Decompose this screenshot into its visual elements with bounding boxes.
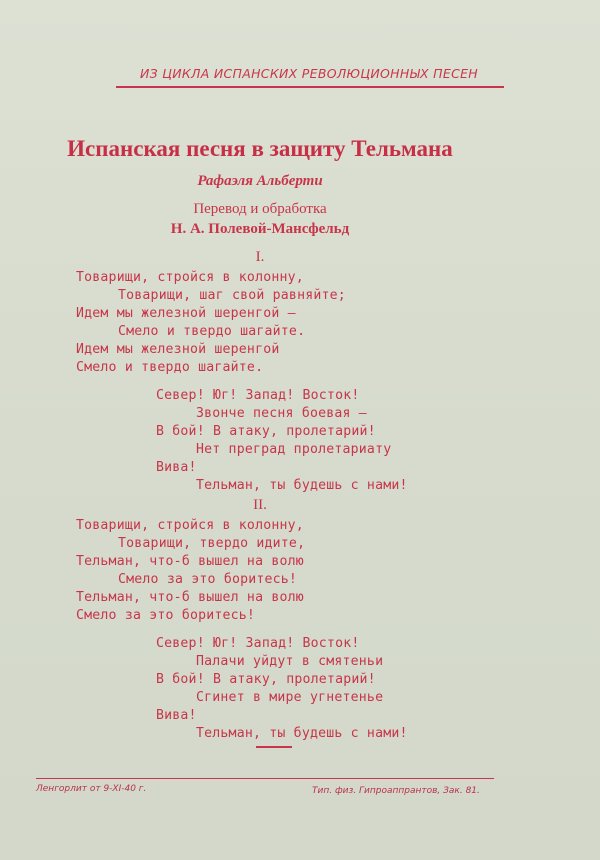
chorus-2-line: В бой! В атаку, пролетарий! (156, 672, 376, 687)
chorus-2-line: Тельман, ты будешь с нами! (196, 726, 408, 741)
footer-divider (36, 778, 494, 779)
translation-note: Перевод и обработка (193, 201, 327, 217)
verse-1-line: Товарищи, стройся в колонну, (76, 270, 304, 285)
series-header: ИЗ ЦИКЛА ИСПАНСКИХ РЕВОЛЮЦИОННЫХ ПЕСЕН (139, 66, 479, 81)
chorus-1-line: Нет преград пролетариату (196, 442, 392, 457)
closing-rule (256, 746, 292, 748)
chorus-2-line: Палачи уйдут в смятеньи (196, 654, 384, 669)
chorus-1-line: Север! Юг! Запад! Восток! (156, 388, 360, 403)
chorus-2-line: Сгинет в мире угнетенье (196, 690, 384, 705)
song-author: Рафаэля Альберти (197, 173, 323, 189)
translator-name: Н. А. Полевой-Мансфельд (170, 221, 350, 237)
chorus-1-line: Вива! (156, 460, 197, 475)
verse-1-line: Смело и твердо шагайте. (118, 324, 306, 339)
verse-2-line: Смело за это боритесь! (118, 572, 298, 587)
verse-2-number: II. (253, 497, 267, 513)
verse-1-line: Смело и твердо шагайте. (76, 360, 264, 375)
verse-1-line: Идем мы железной шеренгой — (76, 306, 296, 321)
chorus-1-line: Тельман, ты будешь с нами! (196, 478, 408, 493)
verse-2-line: Товарищи, стройся в колонну, (76, 518, 304, 533)
verse-1-line: Идем мы железной шеренгой (76, 342, 280, 357)
song-title: Испанская песня в защиту Тельмана (67, 136, 453, 161)
verse-2-line: Товарищи, твердо идите, (118, 536, 306, 551)
chorus-2-line: Вива! (156, 708, 197, 723)
verse-1-line: Товарищи, шаг свой равняйте; (118, 288, 346, 303)
verse-2-line: Смело за это боритесь! (76, 608, 256, 623)
censor-imprint: Ленгорлит от 9-XI-40 г. (36, 784, 147, 794)
verse-2-line: Тельман, что-б вышел на волю (76, 590, 304, 605)
chorus-2-line: Север! Юг! Запад! Восток! (156, 636, 360, 651)
chorus-1-line: В бой! В атаку, пролетарий! (156, 424, 376, 439)
chorus-1-line: Звонче песня боевая — (196, 406, 367, 421)
printer-imprint: Тип. физ. Гипроаппрантов, Зак. 81. (312, 786, 480, 796)
header-underline (116, 86, 504, 88)
verse-2-line: Тельман, что-б вышел на волю (76, 554, 304, 569)
verse-1-number: I. (255, 249, 265, 265)
